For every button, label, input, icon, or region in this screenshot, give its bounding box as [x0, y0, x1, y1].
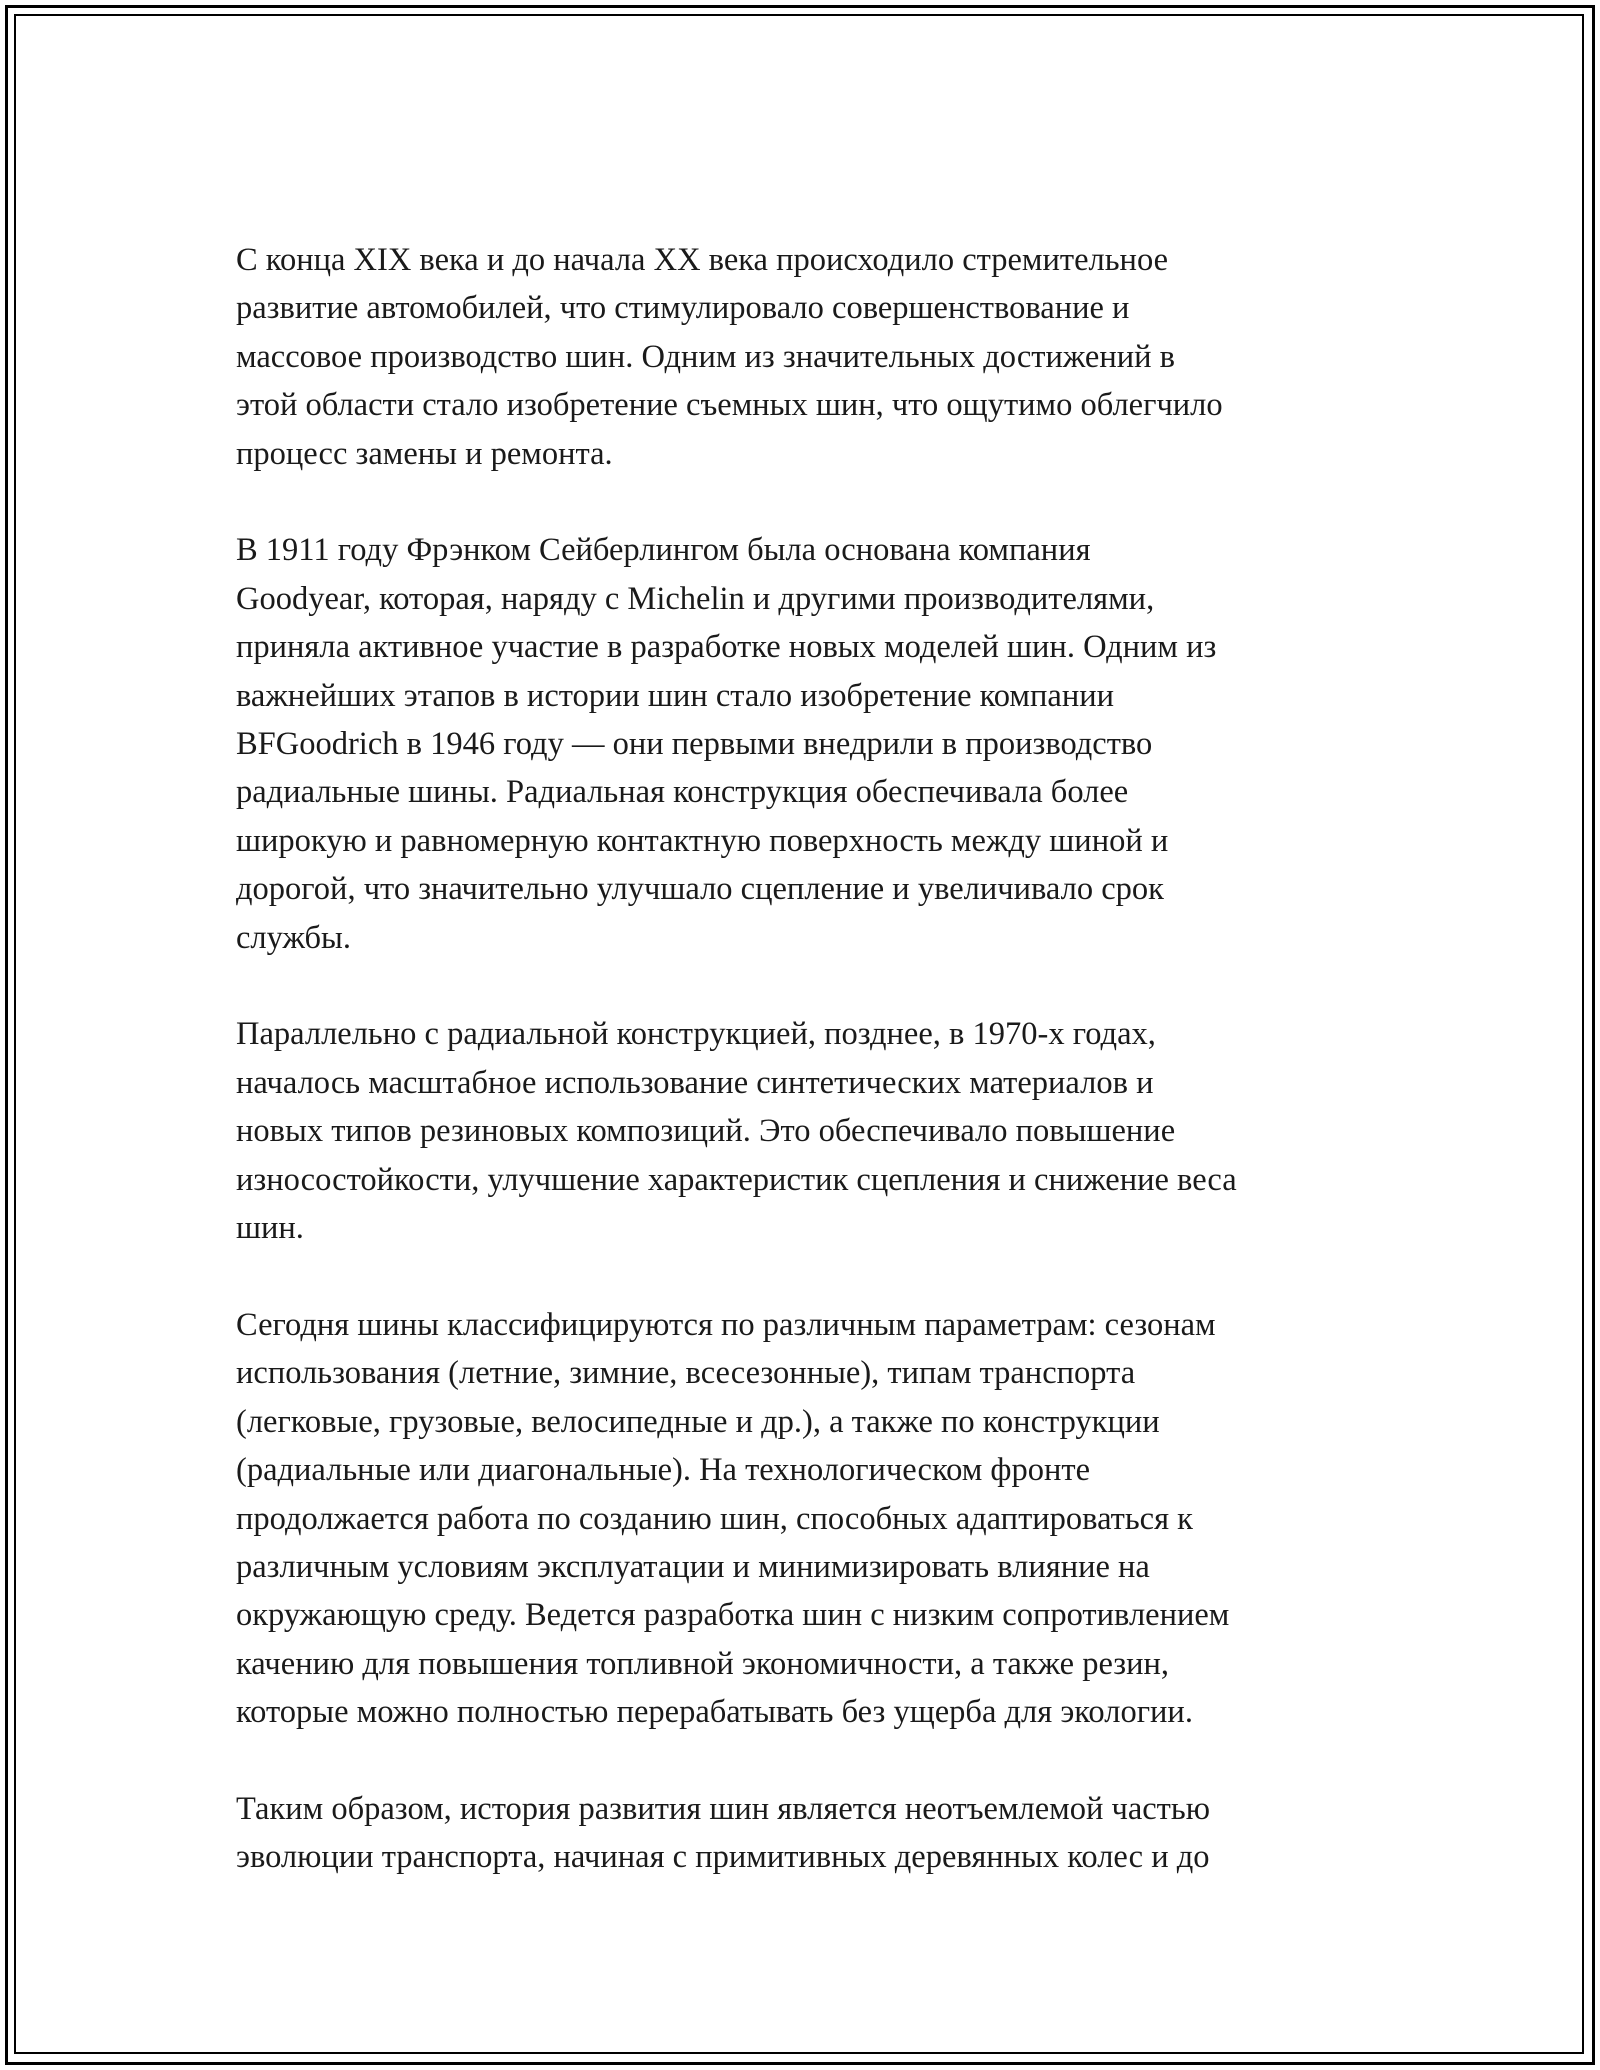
- document-body: [236, 236, 1371, 1882]
- paragraph-tire-history-19th-century: С конца XIX века и до начала XX века происходило стремительное развитие автомобилей, что стимулировало совершенствование и массовое производство шин. Одним из значительных достижений в этой области стало изобретение съемных шин, что ощутимо облегчило процесс замены и ремонта.: [236, 242, 1223, 472]
- paragraph-synthetic-materials: Параллельно с радиальной конструкцией, позднее, в 1970-х годах, началось масштабное использование синтетических материалов и новых типов резиновых композиций. Это обеспечивало повышение износостойкости, улучшение характеристик сцепления и снижение веса шин.: [236, 1016, 1237, 1247]
- paragraph-conclusion: Таким образом, история развития шин является неотъемлемой частью эволюции транспорта, начиная с примитивных деревянных колес и до: [236, 1790, 1210, 1876]
- paragraph-goodyear-bfgoodrich: В 1911 году Фрэнком Сейберлингом была основана компания Goodyear, которая, наряду с Michelin и другими производителями, приняла активное участие в разработке новых моделей шин. Одним из важнейших этапов в истории шин стало изобретение компании BFGoodrich в 1946 году — они первыми внедрили в производство радиальные шины. Радиальная конструкция обеспечивала более широкую и равномерную контактную поверхность между шиной и дорогой, что значительно улучшало сцепление и увеличивало срок службы.: [236, 532, 1217, 956]
- paragraph-tire-classification: Сегодня шины классифицируются по различным параметрам: сезонам использования (летние, зимние, всесезонные), типам транспорта (легковые, грузовые, велосипедные и др.), а также по конструкции (радиальные или диагональные). На технологическом фронте продолжается работа по созданию шин, способных адаптироваться к различным условиям эксплуатации и минимизировать влияние на окружающую среду. Ведется разработка шин с низким сопротивлением качению для повышения топливной экономичности, а также резин, которые можно полностью перерабатывать без ущерба для экологии.: [236, 1306, 1230, 1731]
